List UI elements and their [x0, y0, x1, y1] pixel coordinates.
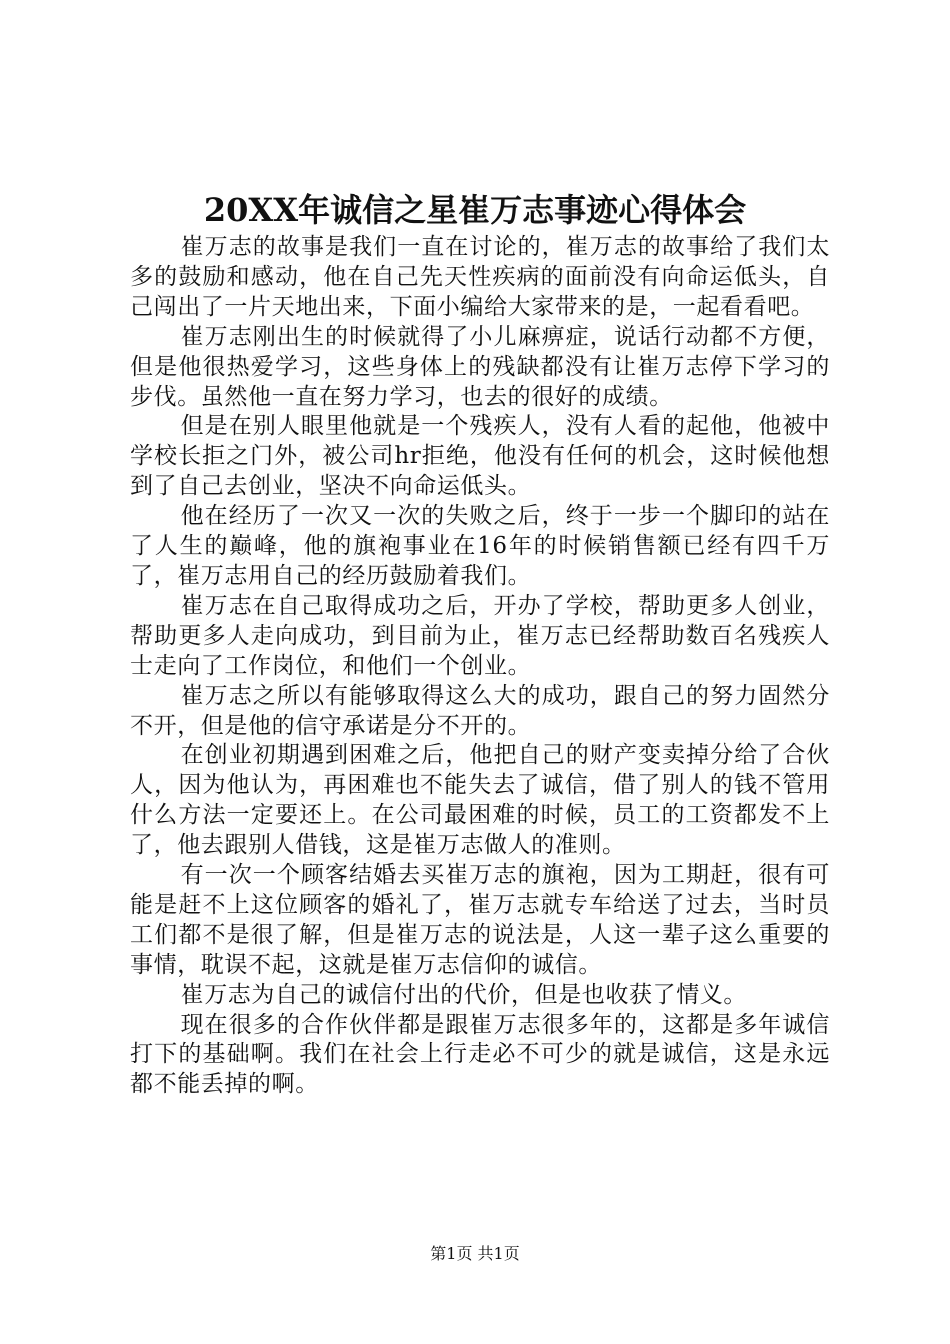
paragraph: 但是在别人眼里他就是一个残疾人，没有人看的起他，他被中学校长拒之门外，被公司hr拒绝，他没有任何的机会，这时候他想到了自己去创业，坚决不向命运低头。 — [130, 413, 830, 500]
paragraph: 现在很多的合作伙伴都是跟崔万志很多年的，这都是多年诚信打下的基础啊。我们在社会上行走必不可少的就是诚信，这是永远都不能丢掉的啊。 — [130, 1011, 830, 1098]
paragraph: 崔万志为自己的诚信付出的代价，但是也收获了情义。 — [180, 981, 747, 1008]
page-footer: 第1页 共1页 — [430, 1244, 520, 1263]
paragraph: 崔万志在自己取得成功之后，开办了学校，帮助更多人创业，帮助更多人走向成功，到目前为止，崔万志已经帮助数百名残疾人士走向了工作岗位，和他们一个创业。 — [130, 592, 830, 679]
paragraph: 他在经历了一次又一次的失败之后，终于一步一个脚印的站在了人生的巅峰，他的旗袍事业在16年的时候销售额已经有四千万了，崔万志用自己的经历鼓励着我们。 — [130, 503, 830, 589]
document-body — [130, 233, 830, 1100]
paragraph: 崔万志之所以有能够取得这么大的成功，跟自己的努力固然分不开，但是他的信守承诺是分不开的。 — [130, 682, 830, 739]
paragraph: 崔万志刚出生的时候就得了小儿麻痹症，说话行动都不方便，但是他很热爱学习，这些身体上的残缺都没有让崔万志停下学习的步伐。虽然他一直在努力学习，也去的很好的成绩。 — [130, 323, 830, 410]
paragraph: 崔万志的故事是我们一直在讨论的，崔万志的故事给了我们太多的鼓励和感动，他在自己先天性疾病的面前没有向命运低头，自己闯出了一片天地出来，下面小编给大家带来的是，一起看看吧。 — [130, 234, 830, 320]
paragraph: 在创业初期遇到困难之后，他把自己的财产变卖掉分给了合伙人，因为他认为，再困难也不能失去了诚信，借了别人的钱不管用什么方法一定要还上。在公司最困难的时候，员工的工资都发不上了，他去跟别人借钱，这是崔万志做人的准则。 — [130, 742, 830, 859]
document-title: 20XX年诚信之星崔万志事迹心得体会 — [203, 191, 747, 229]
paragraph: 有一次一个顾客结婚去买崔万志的旗袍，因为工期赶，很有可能是赶不上这位顾客的婚礼了，崔万志就专车给送了过去，当时员工们都不是很了解，但是崔万志的说法是，人这一辈子这么重要的事情，耽误不起，这就是崔万志信仰的诚信。 — [130, 862, 830, 978]
